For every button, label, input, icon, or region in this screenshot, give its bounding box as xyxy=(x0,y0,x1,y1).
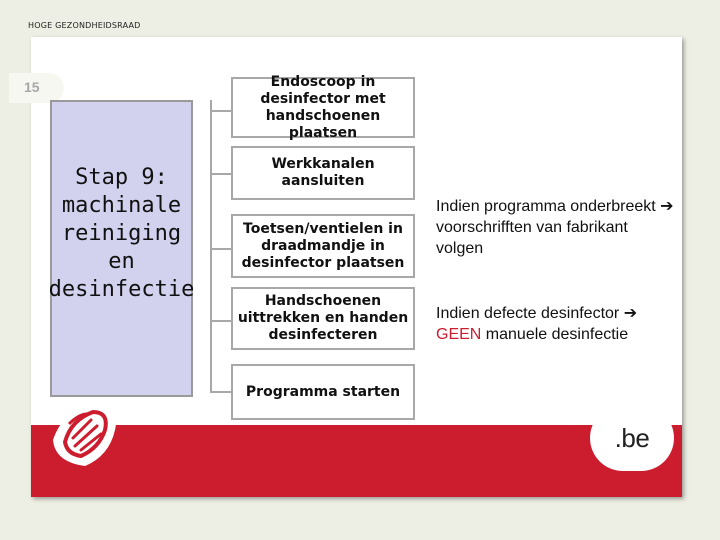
organization-header: HOGE GEZONDHEIDSRAAD xyxy=(28,21,141,30)
process-box-label: Handschoenen uittrekken en handen desinfecteren xyxy=(237,293,409,343)
process-box-5 xyxy=(231,364,415,420)
note-emphasis: GEEN xyxy=(436,326,482,343)
process-box-label: Werkkanalen aansluiten xyxy=(271,156,375,189)
connector-branch xyxy=(210,110,232,112)
footer-red-band xyxy=(31,422,682,497)
note-text: Indien programma onderbreekt xyxy=(436,198,656,215)
process-box-label: Programma starten xyxy=(245,383,401,400)
step-title-line: Stap 9: xyxy=(75,164,168,190)
step-title-line: desinfectie xyxy=(48,276,195,302)
process-box-3 xyxy=(231,214,415,278)
step-title-line: en xyxy=(108,248,135,274)
connector-vertical xyxy=(210,100,212,392)
process-box-1 xyxy=(231,73,415,141)
step-title-box xyxy=(50,100,193,397)
arrow-right-icon: ➔ xyxy=(623,305,638,322)
note-defective-desinfector xyxy=(436,303,676,345)
process-box-label: Endoscoop in desinfector met handschoenen plaatsen xyxy=(260,73,386,141)
connector-branch xyxy=(210,248,232,250)
connector-branch xyxy=(210,173,232,175)
note-text: Indien defecte desinfector xyxy=(436,305,620,322)
step-title-line: machinale xyxy=(61,192,182,218)
note-text: manuele desinfectie xyxy=(485,326,629,343)
step-title xyxy=(49,164,195,304)
note-program-interrupted xyxy=(436,196,676,259)
belgium-be-logo xyxy=(590,405,674,471)
connector-branch xyxy=(210,391,232,393)
note-text: voorschrifften van fabrikant volgen xyxy=(436,219,628,257)
process-box-2 xyxy=(231,146,415,200)
hgr-logo-icon xyxy=(51,400,121,470)
slide-number: 15 xyxy=(24,79,40,95)
process-box-label: Toetsen/ventielen in draadmandje in desinfector plaatsen xyxy=(241,220,405,271)
step-title-line: reiniging xyxy=(61,220,182,246)
arrow-right-icon: ➔ xyxy=(660,198,674,215)
connector-branch xyxy=(210,320,232,322)
process-box-4 xyxy=(231,287,415,350)
be-logo-text: .be xyxy=(614,422,650,453)
